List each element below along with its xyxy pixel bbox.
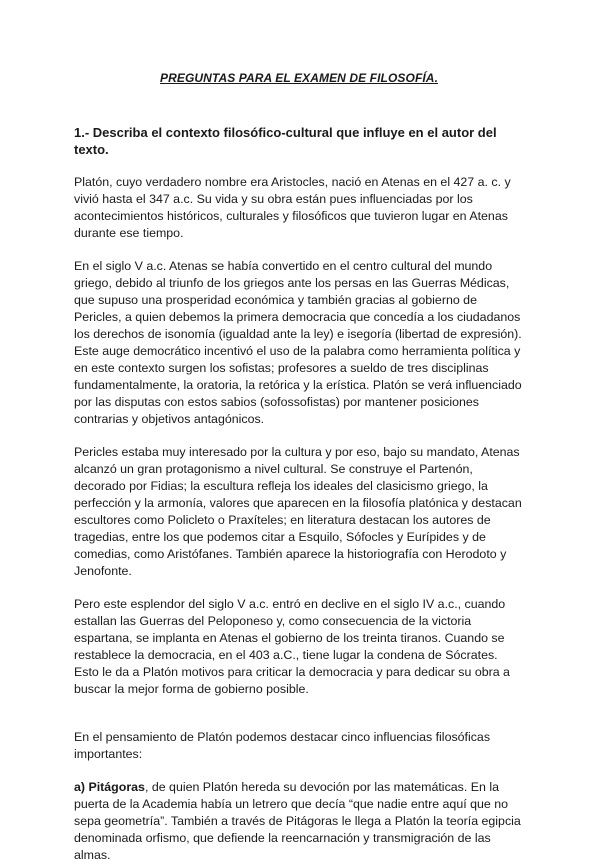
question-heading: 1.- Describa el contexto filosófico-cultural que influye en el autor del texto. [74,125,497,157]
influence-pitagoras-text: , de quien Platón hereda su devoción por las matemáticas. En la puerta de la Academia había un letrero que decía “que nadie entre aquí que no sepa geometría”. También a través de Pitágoras le llega a Platón la teoría egipcia denominada orfismo, que defiende la reencarnación y transmigración de las almas. [74,780,521,862]
influence-pitagoras [74,779,524,864]
document-title: PREGUNTAS PARA EL EXAMEN DE FILOSOFÍA. [159,71,439,85]
paragraph-athens-context: En el siglo V a.c. Atenas se había convertido en el centro cultural del mundo griego, debido al triunfo de los griegos ante los persas en las Guerras Médicas, que supuso una prosperidad económica y también gracias al gobierno de Pericles, a quien debemos la primera democracia que concedía a los ciudadanos los derechos de isonomía (igualdad ante la ley) e isegoría (libertad de expresión). Este auge democrático incentivó el uso de la palabra como herramienta política y en este contexto surgen los sofistas; profesores a sueldo de tres disciplinas fundamentalmente, la oratoria, la retórica y la erística. Platón se verá influenciado por las disputas con estos sabios (sofossofistas) por mantener posiciones contrarias y objetivos antagónicos. [74,259,522,426]
paragraph-intro: Platón, cuyo verdadero nombre era Aristocles, nació en Atenas en el 427 a. c. y vivió hasta el 347 a.c. Su vida y su obra están pues influenciadas por los acontecimientos históricos, culturales y filosóficos que tuvieron lugar en Atenas durante ese tiempo. [74,175,511,240]
influence-pitagoras-label: a) Pitágoras [74,780,145,794]
paragraph-pericles-culture: Pericles estaba muy interesado por la cultura y por eso, bajo su mandato, Atenas alcanzó un gran protagonismo a nivel cultural. Se construye el Partenón, decorado por Fidias; la escultura refleja los ideales del clasicismo griego, la perfección y la armonía, valores que aparecen en la filosofía platónica y destacan escultores como Policleto o Praxíteles; en literatura destacan los autores de tragedias, entre los que podemos citar a Esquilo, Sófocles y Eurípides y de comedias, como Aristófanes. También aparece la historiografía con Herodoto y Jenofonte. [74,445,522,578]
paragraph-influences-intro: En el pensamiento de Platón podemos destacar cinco influencias filosóficas importantes: [74,730,491,761]
paragraph-decline: Pero este esplendor del siglo V a.c. entró en declive en el siglo IV a.c., cuando estallan las Guerras del Peloponeso y, como consecuencia de la victoria espartana, se implanta en Atenas el gobierno de los treinta tiranos. Cuando se restablece la democracia, en el 403 a.C., tiene lugar la condena de Sócrates. Esto le da a Platón motivos para criticar la democracia y para dedicar su obra a buscar la mejor forma de gobierno posible. [74,597,510,696]
